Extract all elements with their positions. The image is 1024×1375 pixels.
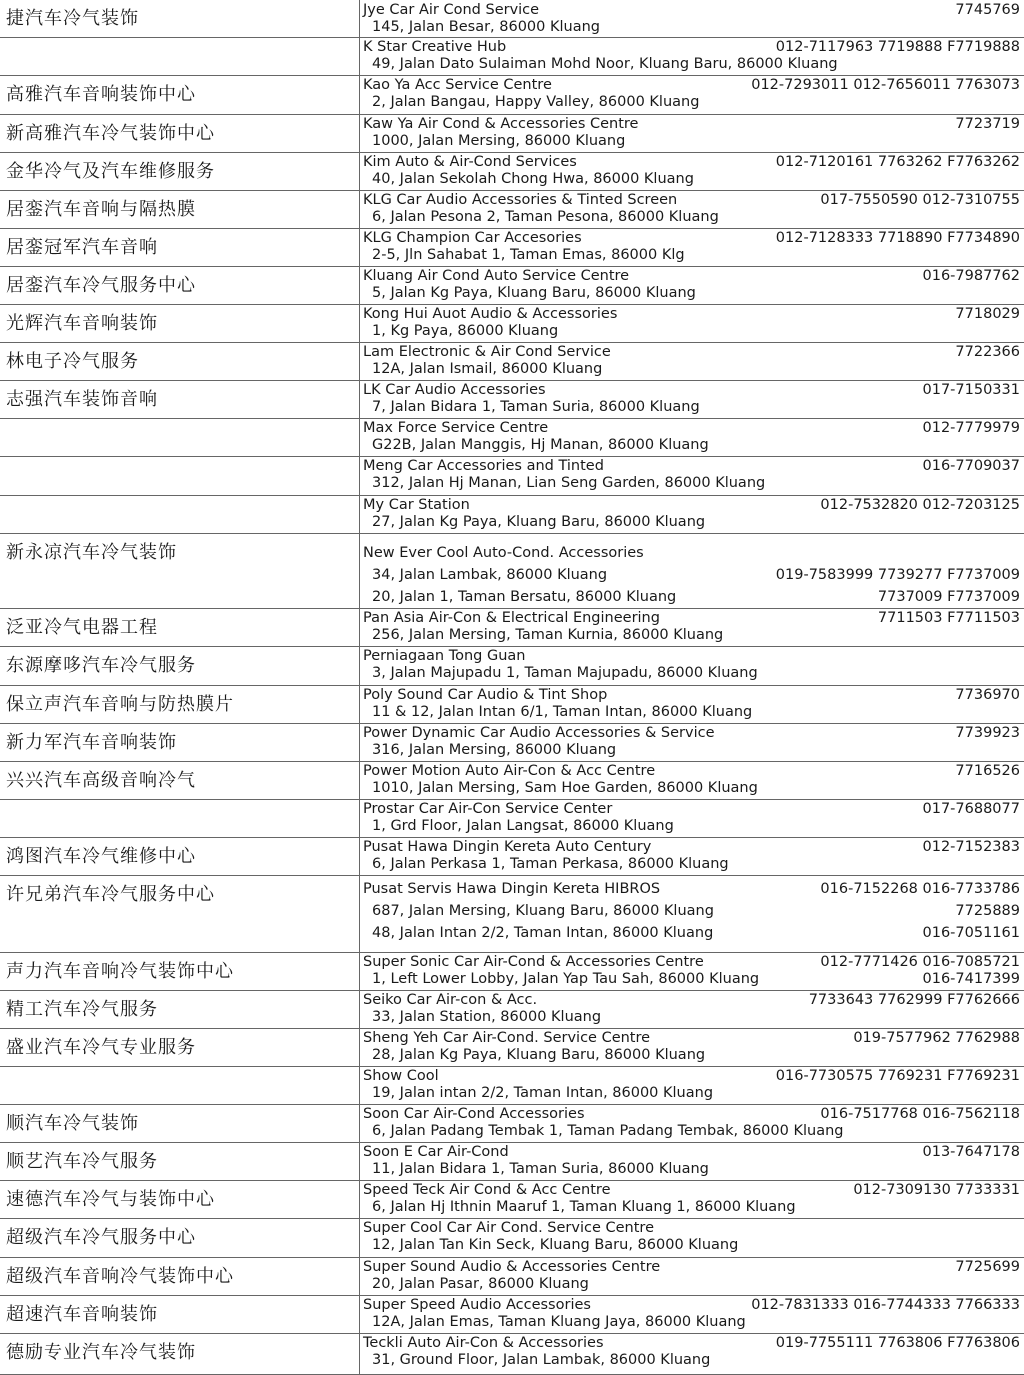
business-name: Meng Car Accessories and Tinted bbox=[363, 458, 604, 474]
address-line: 49, Jalan Dato Sulaiman Mohd Noor, Kluang Baru, 86000 Kluang bbox=[372, 56, 838, 72]
business-name: Pan Asia Air-Con & Electrical Engineering bbox=[363, 610, 660, 626]
business-name: Super Speed Audio Accessories bbox=[363, 1297, 591, 1313]
listing-row bbox=[0, 153, 1024, 191]
business-name: My Car Station bbox=[363, 497, 470, 513]
address-line: G22B, Jalan Manggis, Hj Manan, 86000 Kluang bbox=[372, 437, 709, 453]
phone-number: 012-7128333 7718890 F7734890 bbox=[775, 230, 1020, 246]
listing-row bbox=[0, 76, 1024, 115]
business-name: Pusat Hawa Dingin Kereta Auto Century bbox=[363, 839, 652, 855]
phone-number: 012-7831333 016-7744333 7766333 bbox=[751, 1297, 1020, 1313]
chinese-name: 新力军汽车音响装饰 bbox=[6, 732, 177, 753]
chinese-name: 东源摩哆汽车冷气服务 bbox=[6, 655, 196, 676]
address-line: 33, Jalan Station, 86000 Kluang bbox=[372, 1009, 602, 1025]
phone-number: 7745769 bbox=[955, 2, 1020, 18]
business-name: KLG Champion Car Accesories bbox=[363, 230, 582, 246]
business-name: K Star Creative Hub bbox=[363, 39, 507, 55]
address-line: 256, Jalan Mersing, Taman Kurnia, 86000 Kluang bbox=[372, 627, 724, 643]
chinese-name: 德励专业汽车冷气装饰 bbox=[6, 1342, 196, 1363]
address-line: 5, Jalan Kg Paya, Kluang Baru, 86000 Kluang bbox=[372, 285, 696, 301]
chinese-name: 盛业汽车冷气专业服务 bbox=[6, 1037, 196, 1058]
address-line: 12A, Jalan Emas, Taman Kluang Jaya, 86000 Kluang bbox=[372, 1314, 746, 1330]
chinese-name: 超速汽车音响装饰 bbox=[6, 1304, 158, 1325]
address-phone: 7725889 bbox=[955, 903, 1020, 919]
chinese-name: 顺艺汽车冷气服务 bbox=[6, 1151, 158, 1172]
chinese-name: 捷汽车冷气装饰 bbox=[6, 8, 139, 29]
listing-row bbox=[0, 38, 1024, 76]
business-name: Kim Auto & Air-Cond Services bbox=[363, 154, 577, 170]
listing-row bbox=[0, 496, 1024, 534]
address-line: 6, Jalan Padang Tembak 1, Taman Padang Tembak, 86000 Kluang bbox=[372, 1123, 844, 1139]
phone-number: 019-7755111 7763806 F7763806 bbox=[775, 1335, 1020, 1351]
address-line: 20, Jalan 1, Taman Bersatu, 86000 Kluang bbox=[372, 589, 677, 605]
business-name: Jye Car Air Cond Service bbox=[363, 2, 540, 18]
listing-row bbox=[0, 1258, 1024, 1296]
chinese-name: 许兄弟汽车冷气服务中心 bbox=[6, 884, 215, 905]
chinese-name: 林电子冷气服务 bbox=[6, 351, 139, 372]
listing-row bbox=[0, 800, 1024, 838]
address-line: 7, Jalan Bidara 1, Taman Suria, 86000 Kluang bbox=[372, 399, 700, 415]
chinese-name: 居銮汽车冷气服务中心 bbox=[6, 275, 196, 296]
address-line: 6, Jalan Pesona 2, Taman Pesona, 86000 Kluang bbox=[372, 209, 719, 225]
phone-number: 019-7577962 7762988 bbox=[853, 1030, 1020, 1046]
chinese-name: 居銮汽车音响与隔热膜 bbox=[6, 199, 196, 220]
phone-number: 017-7150331 bbox=[922, 382, 1020, 398]
address-line: 1000, Jalan Mersing, 86000 Kluang bbox=[372, 133, 626, 149]
listing-row bbox=[0, 457, 1024, 496]
phone-number: 016-7730575 7769231 F7769231 bbox=[775, 1068, 1020, 1084]
phone-number: 7723719 bbox=[955, 116, 1020, 132]
listing-row bbox=[0, 191, 1024, 229]
chinese-name: 新永凉汽车冷气装饰 bbox=[6, 542, 177, 563]
chinese-name: 新高雅汽车冷气装饰中心 bbox=[6, 123, 215, 144]
phone-number: 012-7779979 bbox=[922, 420, 1020, 436]
listing-row bbox=[0, 762, 1024, 800]
listing-row bbox=[0, 381, 1024, 419]
phone-number: 016-7517768 016-7562118 bbox=[820, 1106, 1020, 1122]
listing-row bbox=[0, 1143, 1024, 1181]
listing-row bbox=[0, 1105, 1024, 1143]
business-name: Power Motion Auto Air-Con & Acc Centre bbox=[363, 763, 656, 779]
listing-row bbox=[0, 953, 1024, 991]
address-line: 6, Jalan Perkasa 1, Taman Perkasa, 86000 Kluang bbox=[372, 856, 729, 872]
listing-row bbox=[0, 876, 1024, 953]
business-name: Perniagaan Tong Guan bbox=[363, 648, 526, 664]
listing-row bbox=[0, 1029, 1024, 1067]
business-name: Teckli Auto Air-Con & Accessories bbox=[363, 1335, 604, 1351]
business-name: Kaw Ya Air Cond & Accessories Centre bbox=[363, 116, 639, 132]
address-line: 12A, Jalan Ismail, 86000 Kluang bbox=[372, 361, 603, 377]
listing-row bbox=[0, 0, 1024, 38]
listing-row bbox=[0, 991, 1024, 1029]
business-name: Prostar Car Air-Con Service Center bbox=[363, 801, 613, 817]
phone-number: 013-7647178 bbox=[922, 1144, 1020, 1160]
business-name: Soon E Car Air-Cond bbox=[363, 1144, 509, 1160]
listing-row bbox=[0, 419, 1024, 457]
business-name: Kong Hui Auot Audio & Accessories bbox=[363, 306, 618, 322]
chinese-name: 顺汽车冷气装饰 bbox=[6, 1113, 139, 1134]
phone-number: 7716526 bbox=[955, 763, 1020, 779]
phone-number: 012-7120161 7763262 F7763262 bbox=[775, 154, 1020, 170]
listing-row bbox=[0, 305, 1024, 343]
phone-number: 012-7309130 7733331 bbox=[853, 1182, 1020, 1198]
phone-number: 012-7532820 012-7203125 bbox=[820, 497, 1020, 513]
address-line: 6, Jalan Hj Ithnin Maaruf 1, Taman Kluang 1, 86000 Kluang bbox=[372, 1199, 796, 1215]
address-phone: 7737009 F7737009 bbox=[877, 589, 1020, 605]
chinese-name: 声力汽车音响冷气装饰中心 bbox=[6, 961, 234, 982]
phone-number: 7736970 bbox=[955, 687, 1020, 703]
listing-row bbox=[0, 686, 1024, 724]
chinese-name: 光辉汽车音响装饰 bbox=[6, 313, 158, 334]
address-line: 20, Jalan Pasar, 86000 Kluang bbox=[372, 1276, 589, 1292]
listing-row bbox=[0, 838, 1024, 876]
address-line: 145, Jalan Besar, 86000 Kluang bbox=[372, 19, 600, 35]
business-name: Kluang Air Cond Auto Service Centre bbox=[363, 268, 630, 284]
address-line: 687, Jalan Mersing, Kluang Baru, 86000 Kluang bbox=[372, 903, 714, 919]
listing-row bbox=[0, 1334, 1024, 1375]
phone-number: 7739923 bbox=[955, 725, 1020, 741]
address-line: 2-5, Jln Sahabat 1, Taman Emas, 86000 Klg bbox=[372, 247, 685, 263]
address-line: 316, Jalan Mersing, 86000 Kluang bbox=[372, 742, 617, 758]
listing-row bbox=[0, 115, 1024, 153]
address-line: 1, Kg Paya, 86000 Kluang bbox=[372, 323, 559, 339]
address-line: 1010, Jalan Mersing, Sam Hoe Garden, 86000 Kluang bbox=[372, 780, 758, 796]
business-name: KLG Car Audio Accessories & Tinted Screen bbox=[363, 192, 678, 208]
chinese-name: 速德汽车冷气与装饰中心 bbox=[6, 1189, 215, 1210]
business-name: Soon Car Air-Cond Accessories bbox=[363, 1106, 585, 1122]
chinese-name: 保立声汽车音响与防热膜片 bbox=[6, 694, 234, 715]
phone-number: 016-7709037 bbox=[922, 458, 1020, 474]
chinese-name: 超级汽车音响冷气装饰中心 bbox=[6, 1266, 234, 1287]
business-name: Kao Ya Acc Service Centre bbox=[363, 77, 552, 93]
listing-row bbox=[0, 647, 1024, 686]
address-phone: 016-7417399 bbox=[922, 971, 1020, 987]
phone-number: 016-7152268 016-7733786 bbox=[820, 881, 1020, 897]
address-line: 1, Left Lower Lobby, Jalan Yap Tau Sah, 86000 Kluang bbox=[372, 971, 760, 987]
business-name: Super Sound Audio & Accessories Centre bbox=[363, 1259, 661, 1275]
phone-number: 7711503 F7711503 bbox=[877, 610, 1020, 626]
phone-number: 7733643 7762999 F7762666 bbox=[808, 992, 1020, 1008]
chinese-name: 居銮冠军汽车音响 bbox=[6, 237, 158, 258]
phone-number: 016-7987762 bbox=[922, 268, 1020, 284]
chinese-name: 鸿图汽车冷气维修中心 bbox=[6, 846, 196, 867]
address-line: 11, Jalan Bidara 1, Taman Suria, 86000 Kluang bbox=[372, 1161, 709, 1177]
chinese-name: 精工汽车冷气服务 bbox=[6, 999, 158, 1020]
chinese-name: 高雅汽车音响装饰中心 bbox=[6, 84, 196, 105]
listing-row bbox=[0, 267, 1024, 305]
listing-row bbox=[0, 1067, 1024, 1105]
address-line: 19, Jalan intan 2/2, Taman Intan, 86000 Kluang bbox=[372, 1085, 714, 1101]
phone-number: 7722366 bbox=[955, 344, 1020, 360]
address-line: 27, Jalan Kg Paya, Kluang Baru, 86000 Kluang bbox=[372, 514, 706, 530]
business-name: Poly Sound Car Audio & Tint Shop bbox=[363, 687, 608, 703]
address-phone: 019-7583999 7739277 F7737009 bbox=[775, 567, 1020, 583]
business-name: Power Dynamic Car Audio Accessories & Service bbox=[363, 725, 715, 741]
business-name: Super Cool Car Air Cond. Service Centre bbox=[363, 1220, 654, 1236]
business-name: Lam Electronic & Air Cond Service bbox=[363, 344, 611, 360]
phone-number: 012-7293011 012-7656011 7763073 bbox=[751, 77, 1020, 93]
phone-number: 012-7117963 7719888 F7719888 bbox=[775, 39, 1020, 55]
business-name: LK Car Audio Accessories bbox=[363, 382, 546, 398]
listing-row bbox=[0, 609, 1024, 647]
phone-number: 7718029 bbox=[955, 306, 1020, 322]
phone-number: 017-7688077 bbox=[922, 801, 1020, 817]
listing-row bbox=[0, 343, 1024, 381]
chinese-name: 超级汽车冷气服务中心 bbox=[6, 1227, 196, 1248]
business-name: Seiko Car Air-con & Acc. bbox=[363, 992, 538, 1008]
address-line: 3, Jalan Majupadu 1, Taman Majupadu, 86000 Kluang bbox=[372, 665, 758, 681]
chinese-name: 志强汽车装饰音响 bbox=[6, 389, 158, 410]
business-name: Show Cool bbox=[363, 1068, 439, 1084]
business-name: Sheng Yeh Car Air-Cond. Service Centre bbox=[363, 1030, 651, 1046]
listing-row bbox=[0, 724, 1024, 762]
phone-number: 012-7152383 bbox=[922, 839, 1020, 855]
business-name: Super Sonic Car Air-Cond & Accessories Centre bbox=[363, 954, 704, 970]
listing-row bbox=[0, 229, 1024, 267]
address-line: 312, Jalan Hj Manan, Lian Seng Garden, 86000 Kluang bbox=[372, 475, 766, 491]
address-phone: 016-7051161 bbox=[922, 925, 1020, 941]
phone-number: 7725699 bbox=[955, 1259, 1020, 1275]
phone-number: 012-7771426 016-7085721 bbox=[820, 954, 1020, 970]
business-name: Speed Teck Air Cond & Acc Centre bbox=[363, 1182, 611, 1198]
chinese-name: 兴兴汽车高级音响冷气 bbox=[6, 770, 196, 791]
chinese-name: 泛亚冷气电器工程 bbox=[6, 617, 158, 638]
address-line: 12, Jalan Tan Kin Seck, Kluang Baru, 86000 Kluang bbox=[372, 1237, 739, 1253]
address-line: 2, Jalan Bangau, Happy Valley, 86000 Kluang bbox=[372, 94, 700, 110]
listing-row bbox=[0, 1219, 1024, 1258]
address-line: 40, Jalan Sekolah Chong Hwa, 86000 Kluang bbox=[372, 171, 694, 187]
address-line: 31, Ground Floor, Jalan Lambak, 86000 Kluang bbox=[372, 1352, 711, 1368]
business-name: Pusat Servis Hawa Dingin Kereta HIBROS bbox=[363, 881, 661, 897]
address-line: 11 & 12, Jalan Intan 6/1, Taman Intan, 86000 Kluang bbox=[372, 704, 753, 720]
address-line: 34, Jalan Lambak, 86000 Kluang bbox=[372, 567, 608, 583]
address-line: 1, Grd Floor, Jalan Langsat, 86000 Kluang bbox=[372, 818, 674, 834]
listing-row bbox=[0, 534, 1024, 609]
address-line: 48, Jalan Intan 2/2, Taman Intan, 86000 Kluang bbox=[372, 925, 714, 941]
business-name: Max Force Service Centre bbox=[363, 420, 549, 436]
address-line: 28, Jalan Kg Paya, Kluang Baru, 86000 Kluang bbox=[372, 1047, 706, 1063]
business-name: New Ever Cool Auto-Cond. Accessories bbox=[363, 545, 644, 561]
listing-row bbox=[0, 1296, 1024, 1334]
listing-row bbox=[0, 1181, 1024, 1219]
phone-number: 017-7550590 012-7310755 bbox=[820, 192, 1020, 208]
chinese-name: 金华冷气及汽车维修服务 bbox=[6, 161, 215, 182]
